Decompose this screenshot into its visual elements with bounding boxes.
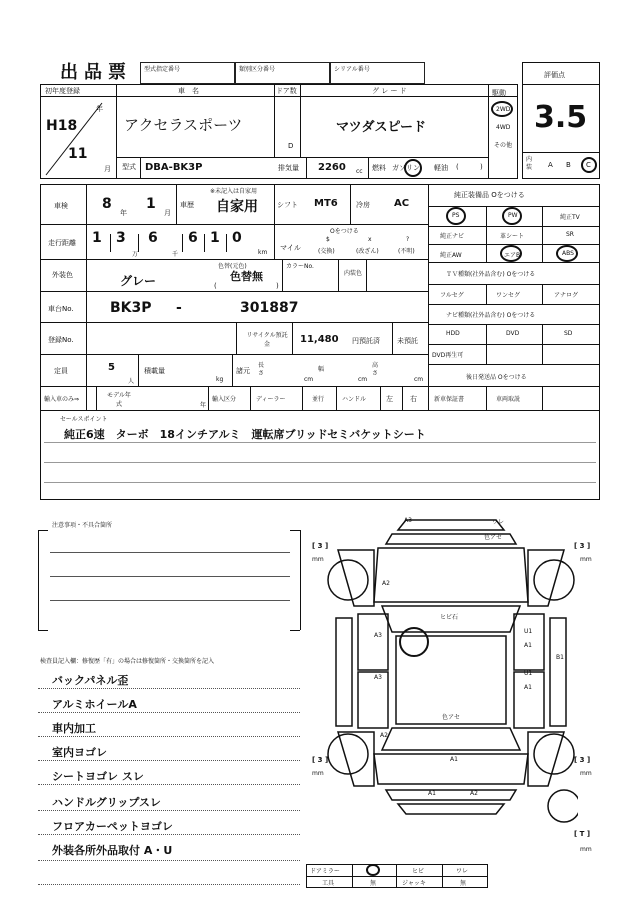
tread-front-right: [ 3 ] bbox=[574, 542, 591, 550]
car-name-label: 車 名 bbox=[178, 87, 199, 95]
drive-2wd-circle bbox=[491, 101, 513, 117]
doors-value: D bbox=[288, 142, 294, 150]
recycle-fee: 11,480 bbox=[300, 334, 339, 345]
inspector-label: 検査員記入欄：修復歴「有」の場合は修復箇所・交換箇所を記入 bbox=[40, 658, 215, 665]
car-diagram bbox=[318, 510, 578, 860]
first-reg-label: 初年度登録 bbox=[45, 87, 80, 95]
chassis-number: 301887 bbox=[240, 300, 299, 316]
first-reg-year: H18 bbox=[46, 118, 78, 134]
fuel-gasoline-circle bbox=[404, 159, 422, 177]
tread-spare: [ T ] bbox=[574, 830, 591, 838]
history: 自家用 bbox=[216, 199, 258, 215]
grade-label: グ レ ー ド bbox=[372, 87, 407, 95]
tread-front-left: [ 3 ] bbox=[312, 542, 329, 550]
repaint: 色替無 bbox=[230, 270, 263, 283]
chassis-prefix: BK3P bbox=[110, 300, 152, 316]
type-designation-field: 型式指定番号 bbox=[140, 62, 235, 84]
doors-label: ドア数 bbox=[276, 87, 297, 95]
serial-field: シリアル番号 bbox=[330, 62, 425, 84]
sales-point: 純正6速 ターボ 18インチアルミ 運転席ブリッドセミバケットシート bbox=[64, 428, 426, 441]
abs-circle bbox=[556, 245, 578, 262]
inspection-month: 1 bbox=[146, 196, 156, 212]
shift: MT6 bbox=[314, 198, 338, 209]
interior-c-circle bbox=[581, 157, 597, 173]
tread-rear-left: [ 3 ] bbox=[312, 756, 329, 764]
model-code: DBA-BK3P bbox=[145, 162, 203, 173]
car-name: アクセラスポーツ bbox=[124, 116, 243, 134]
mirror-circle bbox=[366, 864, 380, 876]
notes-label: 注意事項・不具合箇所 bbox=[52, 522, 113, 529]
grade-value: マツダスピード bbox=[336, 120, 426, 135]
first-reg-month: 11 bbox=[68, 146, 88, 162]
ac: AC bbox=[394, 198, 410, 209]
tread-rear-right: [ 3 ] bbox=[574, 756, 591, 764]
pw-circle bbox=[502, 207, 522, 225]
category-field: 類別区分番号 bbox=[235, 62, 330, 84]
airbag-circle bbox=[500, 245, 522, 262]
rating-value: 3.5 bbox=[534, 100, 588, 135]
drive-label: 駆動 bbox=[492, 89, 506, 97]
equipment-title: 純正装備品 Oをつける bbox=[454, 191, 525, 199]
capacity: 5 bbox=[108, 362, 115, 373]
ps-circle bbox=[446, 207, 466, 225]
displacement: 2260 bbox=[318, 162, 346, 173]
form-title: 出品票 bbox=[60, 62, 132, 83]
exterior-color: グレー bbox=[120, 274, 157, 288]
inspection-year: 8 bbox=[102, 196, 112, 212]
